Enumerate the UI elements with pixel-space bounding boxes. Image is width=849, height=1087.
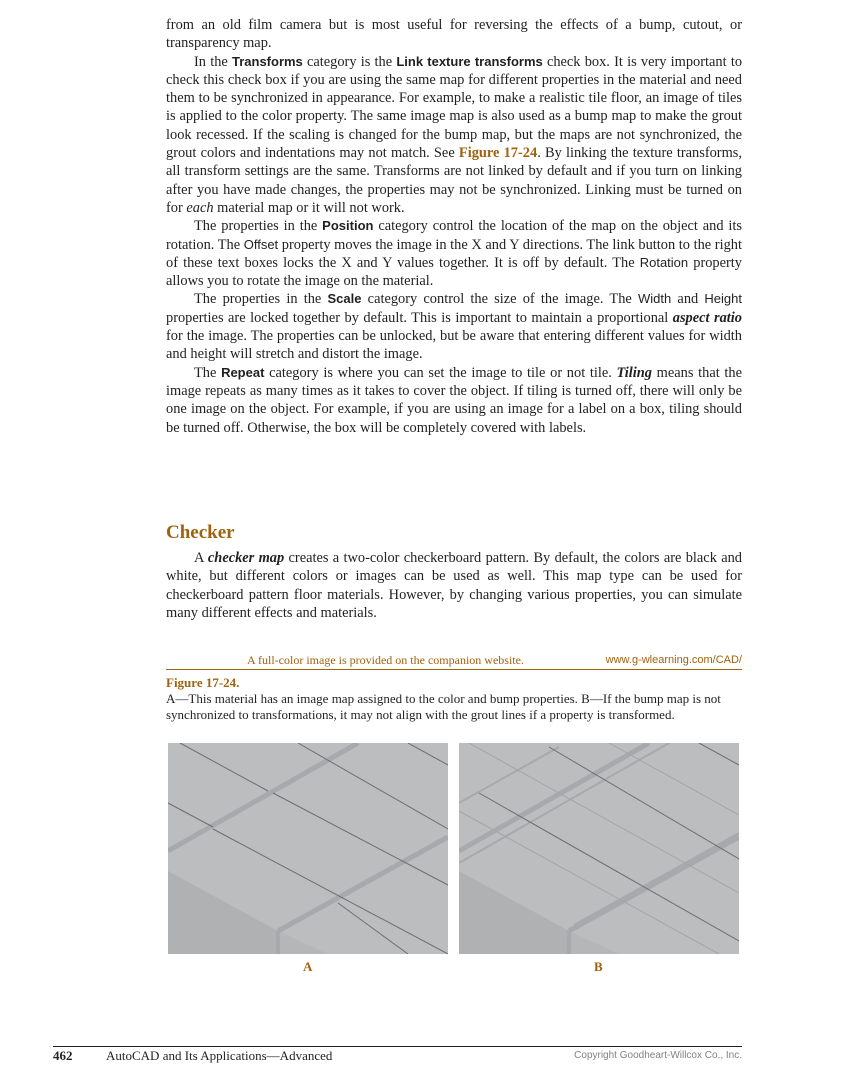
term-position: Position	[322, 218, 374, 234]
body-text	[166, 16, 742, 437]
paragraph-repeat: The Repeat category is where you can set the image to tile or not tile. Tiling means that the image repeats as many times as it takes to cover the object. If tiling is turned off, there will only be one image on the object. For example, if you are using an image for a label on a box, tiling should be turned off. Otherwise, the box will be completely covered with labels.	[166, 364, 742, 436]
term-offset: Offset	[243, 236, 279, 252]
term-width: Width	[638, 291, 672, 307]
full-color-notice: A full-color image is provided on the companion website.	[247, 653, 524, 667]
figure-title: Figure 17-24.	[166, 675, 240, 690]
tile-floor-unsynced-image	[459, 743, 739, 954]
figure-reference-link[interactable]: Figure 17-24	[458, 145, 538, 162]
panel-label-b: B	[594, 959, 603, 974]
panel-label-a: A	[303, 959, 313, 974]
tile-floor-synced-image	[168, 743, 448, 954]
paragraph-transforms: In the Transforms category is the Link texture transforms check box. It is very important to check this check box if you are using the same map for different properties in the material and need them to be synchronized in appearance. For example, to make a realistic tile floor, an image of tiles is applied to the color property. The same image map is also used as a bump map to make the grout look recessed. If the scaling is changed for the bump map, but the maps are not synchronized, the grout colors and indentations may not match. See Figure 17-24. By linking the texture transforms, all transform settings are the same. Transforms are not linked by default and if you turn on linking after you have made changes, the properties may not be synchronized. Linking must be turned on for each material map or it will not work.	[166, 53, 743, 216]
companion-website-link[interactable]: www.g-wlearning.com/CAD/	[605, 654, 742, 666]
term-transforms: Transforms	[231, 53, 303, 69]
book-title: AutoCAD and Its Applications—Advanced	[106, 1048, 333, 1063]
figure-panel-b-image	[459, 743, 739, 954]
term-repeat: Repeat	[221, 364, 265, 380]
term-checker-map: checker map	[207, 550, 285, 566]
page-footer	[53, 1046, 742, 1067]
term-rotation: Rotation	[639, 254, 689, 270]
term-link-texture-transforms: Link texture transforms	[396, 53, 543, 69]
page-number: 462	[53, 1048, 73, 1063]
paragraph-position: The properties in the Position category control the location of the map on the object and its rotation. The Offset property moves the image in the X and Y directions. The link button to the right of these text boxes locks the X and Y values together. It is off by default. The Rotation property allows you to rotate the image on the material.	[166, 218, 743, 290]
paragraph-scale: The properties in the Scale category control the size of the image. The Width and Height properties are locked together by default. This is important to maintain a proportional aspect ratio for the image. The properties can be unlocked, but be aware that entering different values for width and height will stretch and distort the image.	[166, 291, 742, 363]
companion-website-notice	[166, 653, 742, 670]
term-height: Height	[704, 291, 742, 307]
term-tiling: Tiling	[616, 364, 652, 381]
section-heading-checker: Checker	[166, 522, 235, 543]
term-aspect-ratio: aspect ratio	[672, 309, 742, 326]
paragraph-film-camera: from an old film camera but is most useful for reversing the effects of a bump, cutout, or transparency map.	[166, 17, 742, 52]
figure-caption: A—This material has an image map assigned to the color and bump properties. B—If the bump map is not synchronized to transformations, it may not align with the grout lines if a property is transformed.	[166, 691, 721, 722]
paragraph-checker: A checker map creates a two-color checkerboard pattern. By default, the colors are black and white, but different colors or images can be used as well. This map type can be used for checkerboard pattern floor materials. However, by changing various properties, you can simulate many different effects and materials.	[166, 550, 742, 621]
checker-text	[166, 549, 742, 622]
figure-panel-a-image	[168, 743, 448, 954]
copyright-notice: Copyright Goodheart-Willcox Co., Inc.	[574, 1050, 742, 1061]
term-scale: Scale	[327, 291, 362, 307]
